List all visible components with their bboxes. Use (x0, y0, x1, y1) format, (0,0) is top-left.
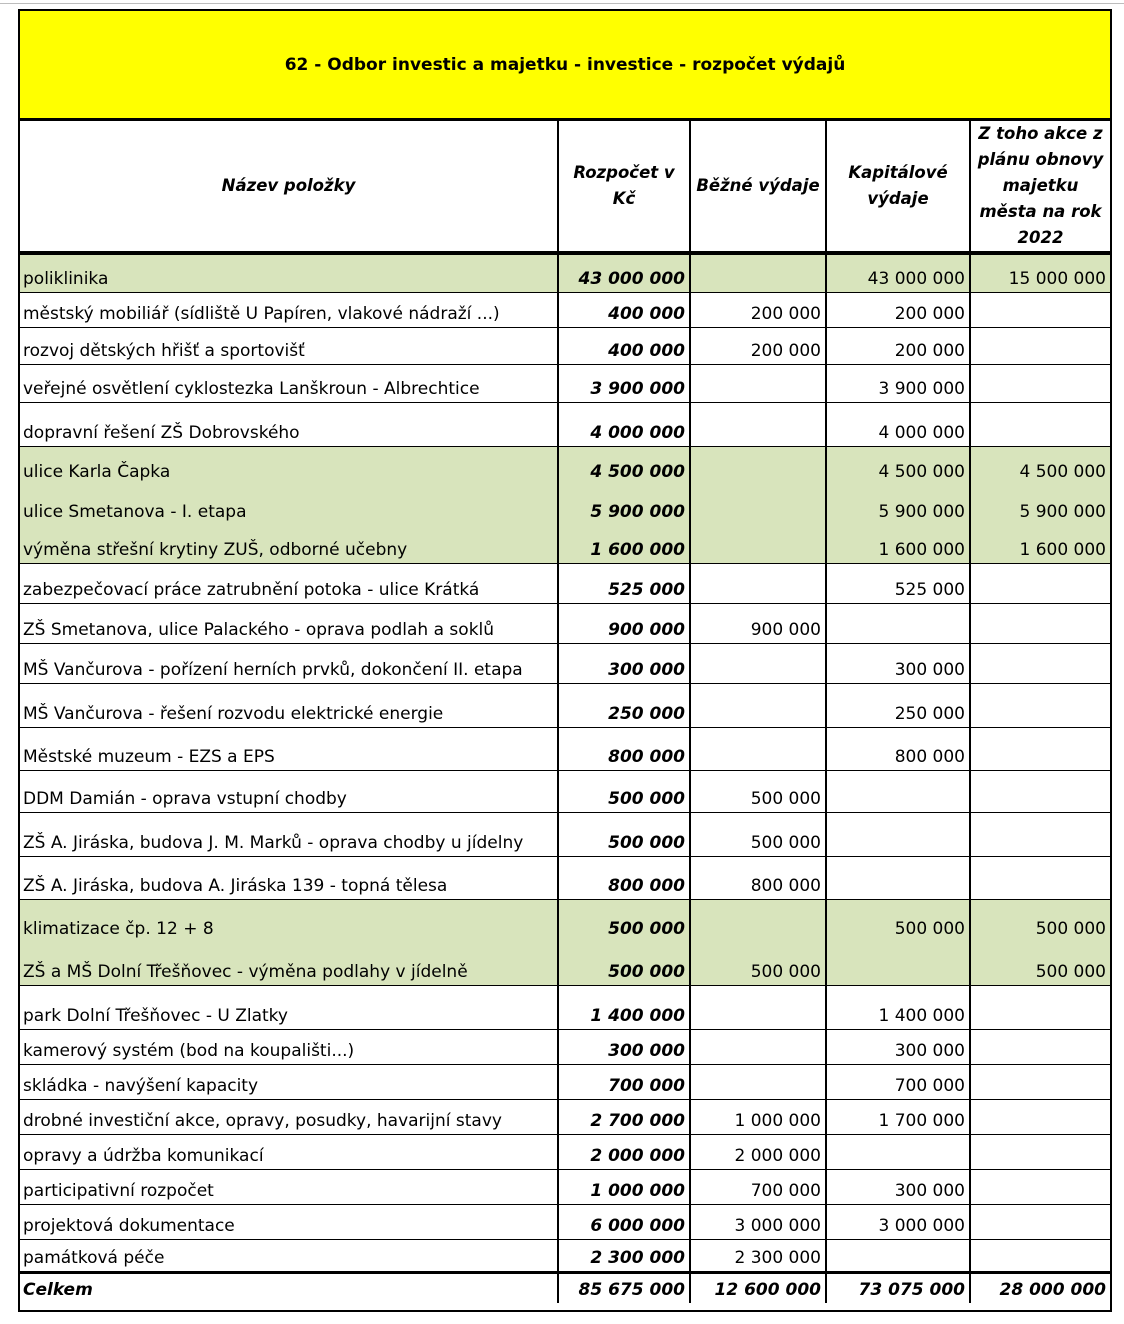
cell-current (690, 563, 826, 603)
cell-renewal (970, 364, 1110, 402)
cell-capital: 500 000 (826, 899, 970, 942)
cell-name: MŠ Vančurova - řešení rozvodu elektrické energie (20, 683, 558, 727)
cell-renewal: 5 900 000 (970, 485, 1110, 525)
cell-renewal (970, 1204, 1110, 1239)
cell-current (690, 485, 826, 525)
top-rule (0, 3, 1124, 4)
cell-renewal: 500 000 (970, 899, 1110, 942)
cell-budget: 250 000 (558, 683, 690, 727)
cell-budget: 1 400 000 (558, 985, 690, 1029)
cell-budget: 2 300 000 (558, 1239, 690, 1272)
cell-current: 3 000 000 (690, 1204, 826, 1239)
cell-capital: 300 000 (826, 1029, 970, 1064)
cell-budget: 500 000 (558, 812, 690, 856)
cell-name: ZŠ A. Jiráska, budova J. M. Marků - oprava chodby u jídelny (20, 812, 558, 856)
table-row (20, 1204, 1110, 1239)
cell-name: veřejné osvětlení cyklostezka Lanškroun - Albrechtice (20, 364, 558, 402)
cell-renewal (970, 727, 1110, 770)
cell-capital: 5 900 000 (826, 485, 970, 525)
cell-budget: 500 000 (558, 770, 690, 812)
cell-renewal (970, 683, 1110, 727)
table-row (20, 1134, 1110, 1169)
cell-budget: 300 000 (558, 1029, 690, 1064)
table-row (20, 942, 1110, 985)
cell-current (690, 525, 826, 563)
cell-budget: 800 000 (558, 856, 690, 899)
table-row (20, 402, 1110, 446)
cell-current: 1 000 000 (690, 1099, 826, 1134)
table-row (20, 1029, 1110, 1064)
cell-capital (826, 770, 970, 812)
cell-current (690, 727, 826, 770)
cell-renewal (970, 770, 1110, 812)
cell-budget: 3 900 000 (558, 364, 690, 402)
cell-renewal (970, 985, 1110, 1029)
cell-current: 500 000 (690, 770, 826, 812)
table-body (20, 253, 1110, 1272)
cell-capital (826, 1134, 970, 1169)
cell-capital (826, 942, 970, 985)
cell-renewal (970, 812, 1110, 856)
cell-name: ZŠ A. Jiráska, budova A. Jiráska 139 - topná tělesa (20, 856, 558, 899)
cell-name: poliklinika (20, 253, 558, 292)
table-row (20, 563, 1110, 603)
cell-renewal: 500 000 (970, 942, 1110, 985)
cell-current (690, 364, 826, 402)
cell-capital: 800 000 (826, 727, 970, 770)
cell-budget: 4 000 000 (558, 402, 690, 446)
header-row (20, 121, 1110, 253)
table-row (20, 603, 1110, 643)
table-row (20, 727, 1110, 770)
cell-name: ZŠ a MŠ Dolní Třešňovec - výměna podlahy v jídelně (20, 942, 558, 985)
cell-name: klimatizace čp. 12 + 8 (20, 899, 558, 942)
cell-renewal (970, 327, 1110, 364)
cell-capital (826, 1239, 970, 1272)
cell-current (690, 253, 826, 292)
cell-capital: 700 000 (826, 1064, 970, 1099)
cell-name: památková péče (20, 1239, 558, 1272)
cell-capital (826, 812, 970, 856)
cell-renewal (970, 1239, 1110, 1272)
cell-renewal (970, 1134, 1110, 1169)
cell-capital: 43 000 000 (826, 253, 970, 292)
cell-renewal (970, 643, 1110, 683)
cell-name: DDM Damián - oprava vstupní chodby (20, 770, 558, 812)
cell-budget: 5 900 000 (558, 485, 690, 525)
cell-budget: 1 000 000 (558, 1169, 690, 1204)
cell-budget: 500 000 (558, 942, 690, 985)
cell-name: ulice Smetanova - I. etapa (20, 485, 558, 525)
cell-name: dopravní řešení ZŠ Dobrovského (20, 402, 558, 446)
table-row (20, 1239, 1110, 1272)
cell-capital: 1 400 000 (826, 985, 970, 1029)
header-capital: Kapitálové výdaje (826, 121, 970, 253)
cell-name: ulice Karla Čapka (20, 446, 558, 485)
cell-renewal (970, 563, 1110, 603)
cell-renewal (970, 1169, 1110, 1204)
table-row (20, 770, 1110, 812)
cell-name: MŠ Vančurova - pořízení herních prvků, dokončení II. etapa (20, 643, 558, 683)
header-budget: Rozpočet v Kč (558, 121, 690, 253)
cell-current: 500 000 (690, 812, 826, 856)
cell-renewal (970, 402, 1110, 446)
cell-capital: 200 000 (826, 327, 970, 364)
cell-capital: 525 000 (826, 563, 970, 603)
cell-name: zabezpečovací práce zatrubnění potoka - ulice Krátká (20, 563, 558, 603)
header-name: Název položky (20, 121, 558, 253)
cell-budget: 43 000 000 (558, 253, 690, 292)
cell-name: drobné investiční akce, opravy, posudky, havarijní stavy (20, 1099, 558, 1134)
cell-name: participativní rozpočet (20, 1169, 558, 1204)
cell-current (690, 985, 826, 1029)
cell-renewal: 15 000 000 (970, 253, 1110, 292)
cell-current: 800 000 (690, 856, 826, 899)
cell-current: 900 000 (690, 603, 826, 643)
cell-renewal (970, 1064, 1110, 1099)
cell-budget: 300 000 (558, 643, 690, 683)
cell-budget: 400 000 (558, 292, 690, 327)
cell-budget: 6 000 000 (558, 1204, 690, 1239)
table-row (20, 253, 1110, 292)
total-label: Celkem (20, 1272, 558, 1303)
cell-current (690, 643, 826, 683)
cell-capital (826, 856, 970, 899)
cell-capital: 300 000 (826, 1169, 970, 1204)
cell-capital: 300 000 (826, 643, 970, 683)
cell-capital: 200 000 (826, 292, 970, 327)
table-row (20, 1169, 1110, 1204)
cell-name: opravy a údržba komunikací (20, 1134, 558, 1169)
cell-capital: 1 600 000 (826, 525, 970, 563)
cell-capital: 3 000 000 (826, 1204, 970, 1239)
total-row (20, 1272, 1110, 1303)
cell-current (690, 1029, 826, 1064)
cell-current (690, 1064, 826, 1099)
cell-current (690, 683, 826, 727)
cell-capital: 250 000 (826, 683, 970, 727)
budget-table-frame (18, 9, 1112, 1312)
table-row (20, 683, 1110, 727)
header-current: Běžné výdaje (690, 121, 826, 253)
cell-budget: 700 000 (558, 1064, 690, 1099)
cell-budget: 1 600 000 (558, 525, 690, 563)
cell-budget: 500 000 (558, 899, 690, 942)
cell-current: 200 000 (690, 292, 826, 327)
cell-current (690, 899, 826, 942)
table-row (20, 856, 1110, 899)
cell-capital: 4 500 000 (826, 446, 970, 485)
cell-name: projektová dokumentace (20, 1204, 558, 1239)
cell-budget: 900 000 (558, 603, 690, 643)
cell-current (690, 402, 826, 446)
cell-renewal: 4 500 000 (970, 446, 1110, 485)
table-row (20, 364, 1110, 402)
cell-name: Městské muzeum - EZS a EPS (20, 727, 558, 770)
cell-budget: 525 000 (558, 563, 690, 603)
cell-current (690, 446, 826, 485)
cell-name: rozvoj dětských hřišť a sportovišť (20, 327, 558, 364)
cell-name: skládka - navýšení kapacity (20, 1064, 558, 1099)
budget-table (20, 121, 1110, 1303)
cell-capital: 3 900 000 (826, 364, 970, 402)
cell-renewal: 1 600 000 (970, 525, 1110, 563)
table-row (20, 1099, 1110, 1134)
header-renewal: Z toho akce z plánu obnovy majetku města na rok 2022 (977, 124, 1104, 247)
table-row (20, 643, 1110, 683)
total-renewal: 28 000 000 (970, 1272, 1110, 1303)
cell-renewal (970, 856, 1110, 899)
table-row (20, 485, 1110, 525)
cell-budget: 2 700 000 (558, 1099, 690, 1134)
cell-budget: 2 000 000 (558, 1134, 690, 1169)
cell-budget: 400 000 (558, 327, 690, 364)
cell-renewal (970, 292, 1110, 327)
cell-capital (826, 603, 970, 643)
cell-current: 2 300 000 (690, 1239, 826, 1272)
table-row (20, 327, 1110, 364)
total-current: 12 600 000 (690, 1272, 826, 1303)
cell-name: městský mobiliář (sídliště U Papíren, vlakové nádraží ...) (20, 292, 558, 327)
table-row (20, 446, 1110, 485)
table-row (20, 899, 1110, 942)
cell-capital: 4 000 000 (826, 402, 970, 446)
table-row (20, 525, 1110, 563)
cell-name: výměna střešní krytiny ZUŠ, odborné učebny (20, 525, 558, 563)
cell-current: 500 000 (690, 942, 826, 985)
total-budget: 85 675 000 (558, 1272, 690, 1303)
table-row (20, 1064, 1110, 1099)
cell-budget: 4 500 000 (558, 446, 690, 485)
cell-current: 200 000 (690, 327, 826, 364)
cell-current: 2 000 000 (690, 1134, 826, 1169)
cell-budget: 800 000 (558, 727, 690, 770)
cell-renewal (970, 1099, 1110, 1134)
cell-renewal (970, 603, 1110, 643)
table-row (20, 985, 1110, 1029)
table-title: 62 - Odbor investic a majetku - investice - rozpočet výdajů (20, 11, 1110, 121)
cell-name: park Dolní Třešňovec - U Zlatky (20, 985, 558, 1029)
cell-name: kamerový systém (bod na koupališti...) (20, 1029, 558, 1064)
total-capital: 73 075 000 (826, 1272, 970, 1303)
cell-capital: 1 700 000 (826, 1099, 970, 1134)
cell-name: ZŠ Smetanova, ulice Palackého - oprava podlah a soklů (20, 603, 558, 643)
table-row (20, 812, 1110, 856)
cell-renewal (970, 1029, 1110, 1064)
cell-current: 700 000 (690, 1169, 826, 1204)
table-row (20, 292, 1110, 327)
